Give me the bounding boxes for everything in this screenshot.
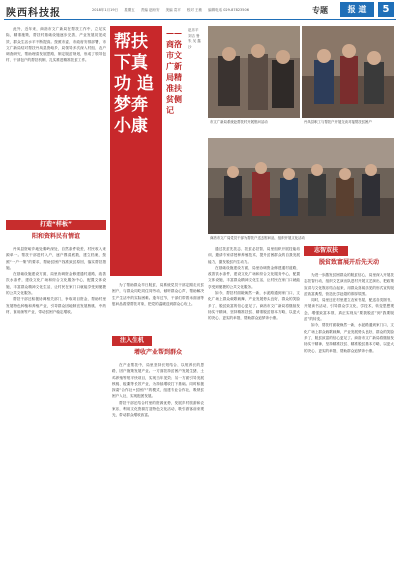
photo-visit-image	[208, 26, 300, 118]
photo-family-image	[302, 26, 394, 118]
subhead-3: 注入生机	[112, 336, 152, 346]
subhead-5: 志智双扶	[304, 246, 348, 256]
headline-subtitle: ——商洛市文广新局精准扶贫侧记	[166, 28, 182, 115]
header-rule	[4, 19, 396, 20]
paragraph: 为了帮助群众早日脱贫，局系统党员干部定期走访贫困户，与群众同吃同住同劳动，倾听群众心声，帮助解决生产生活中的实际困难。逢年过节，干部们带着米面油等慰问品看望帮扶对象，把党的温暖送到群众心坎上。	[112, 283, 204, 306]
subhead-4: 增收产业帮到群众	[133, 349, 182, 356]
subhead-1: 打造“样板”	[6, 220, 106, 230]
issue-weekday: 星期五	[124, 8, 135, 12]
photo-caption-2: 丹凤县职工与帮扶户开展交谈对接帮扶贫困户	[304, 120, 372, 124]
paragraph: 在基础设施建设方面，局里协调资金修建通村道路，改善饮水条件，建设文化广场和综合文化服务中心，配置文体设施，丰富群众精神文化生活，让村民在家门口就能享受到便捷的公共文化服务。	[6, 272, 106, 296]
article-column-3	[208, 246, 300, 580]
paragraph: 帮扶干部还结合村里的资源优势，发展乡村旅游和农家乐，利用文化资源打造特色文化活动，吸引游客前来观光，带动群众增收致富。	[112, 400, 204, 418]
photo-visit	[208, 26, 300, 118]
paragraph: 通过扶贫先扶志、扶贫必扶智，局里组织开展技能培训，邀请专家讲授种养殖技术，提升贫困群众的自我发展能力，激发脱贫内生动力。	[208, 247, 300, 264]
paragraph: 同时，局里还在村里建立农家书屋，配送各类图书，开展读书活动，引导群众学文化、学技术，转变思想观念，增强致富本领，真正实现从“要我脱贫”到“我要脱贫”的转变。	[304, 298, 394, 322]
editor-credit: 责编 赵盼安	[140, 8, 160, 12]
article-column-4	[304, 272, 394, 580]
proof-credit: 校对 王敏	[186, 8, 202, 12]
article-column-2b	[112, 362, 204, 580]
newspaper-logo: 陕西科技报	[6, 8, 61, 19]
paragraph: 此外，近年来，商洛市文广新局在帮扶工作中，立足实际，精准施策，帮扶村基础设施逐步完善，产业发展初见成效，群众生活水平不断提高。按照市委、市政府安排部署，市文广新局结对帮扶丹凤县资峪乡，局领导多次深入村组、农户调查研究，帮助理清发展思路，制定脱贫规划，形成了领导包村、干部包户的帮扶机制，扎实推进精准扶贫工作。	[6, 27, 106, 63]
issue-date: 2018年1月19日	[92, 8, 119, 12]
photo-group	[208, 138, 394, 234]
masthead	[0, 0, 400, 20]
headline-block	[110, 26, 162, 276]
paragraph: 为进一步激发贫困群众的脱贫信心，局里深入开展扶志扶智行动，组织文艺演出队进村开展文艺演出，把政策宣讲与文化娱乐结合起来，用群众喜闻乐见的形式宣传脱贫致富典型，营造比学赶超的浓厚氛围。	[304, 273, 394, 296]
issue-meta	[92, 8, 254, 13]
section-label: 专题	[312, 6, 328, 15]
headline-sub	[166, 28, 206, 278]
paragraph: 在产业帮扶中，局里坚持长短结合、以短养长的思路，因户施策发展产业。一方面扶持贫困户发展生猪、土鸡养殖等短平快项目，实现当年见效；另一方面引导发展核桃、板栗等长效产业，为持续增收打下基础。同时积极探索“合作社+贫困户”的模式，组建专业合作社，吸纳贫困户入社，实现抱团发展。	[112, 363, 204, 399]
photo-family	[302, 26, 394, 118]
article-column-1	[6, 26, 106, 216]
paragraph: 帮扶干部还积极协调相关部门，争取项目资金，帮助村里发展特色种植和养殖产业，引导群众因地制宜发展核桃、中药材、食用菌等产业，带动贫困户稳定增收。	[6, 297, 106, 314]
article-column-1b	[6, 246, 106, 580]
paragraph: 如今，帮扶村面貌焕然一新，水泥路通到家门口，文化广场上群众载歌载舞，产业发展势头良好，群众的笑脸多了，脱贫致富的信心更足了。商洛市文广新局将继续发扬实干精神，坚持精准扶贫、精准脱贫基本方略，以更大的决心、更实的举措，帮助群众追梦奔小康。	[304, 323, 394, 353]
subhead-2: 阳和资料民有情谊	[31, 233, 80, 240]
headline-title: 帮扶下真功 追梦奔小康	[114, 32, 154, 136]
headline-byline: 赵乐平 刘吉 鲁 朱 吴 鑫 沙	[188, 28, 201, 49]
page-number: 5	[378, 2, 394, 17]
paragraph: 丹凤县资峪乡地处秦岭深处，自然条件较差，村民收入来源单一。帮扶干部进村入户，逐户摸清底数，建立档案，按照“一户一策”的要求，帮助贫困户找准致贫原因，落实帮扶措施。	[6, 247, 106, 270]
editor-phone: 编辑电话 029-87823506	[208, 8, 249, 12]
photo-caption-3: 商洛市文广局党员干部为帮扶户送去慰问品，组织开展文化活动	[210, 236, 305, 240]
paragraph: 在基础设施建设方面，局里协调资金修建通村道路，改善饮水条件，建设文化广场和综合文化服务中心，配置文体设施，丰富群众精神文化生活，让村民在家门口就能享受到便捷的公共文化服务。	[208, 265, 300, 289]
subhead-6: 脱贫致富展开后先天动	[318, 259, 379, 266]
photo-caption-1: 市文广新局系统赴帮扶村开展慰问活动	[210, 120, 268, 124]
photo-group-image	[208, 138, 394, 234]
designer-credit: 美编 袁平	[165, 8, 181, 12]
section-badge: 报 道	[340, 2, 374, 17]
article-column-2	[112, 282, 204, 332]
paragraph: 如今，帮扶村面貌焕然一新，水泥路通到家门口，文化广场上群众载歌载舞，产业发展势头良好，群众的笑脸多了，脱贫致富的信心更足了。商洛市文广新局将继续发扬实干精神，坚持精准扶贫、精准脱贫基本方略，以更大的决心、更实的举措，帮助群众追梦奔小康。	[208, 291, 300, 321]
